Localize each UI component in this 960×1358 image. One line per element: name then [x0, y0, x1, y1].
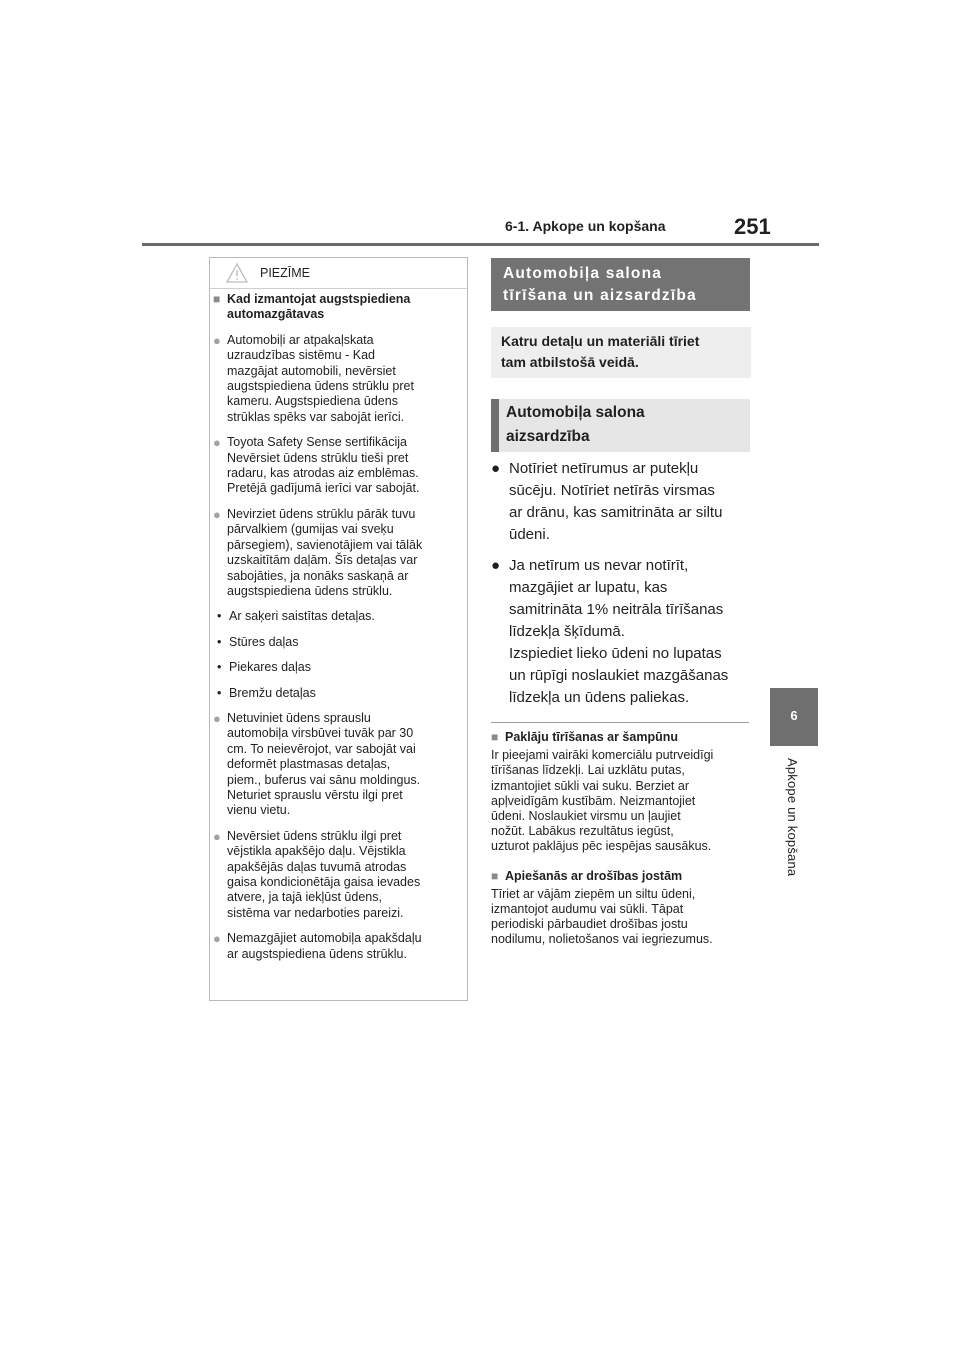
notice-heading-text: Kad izmantojat augstspiediena automazgātavas — [227, 292, 411, 322]
circle-bullet-icon: ● — [213, 332, 221, 348]
tip-heading — [491, 730, 753, 745]
circle-bullet-icon: ● — [213, 710, 221, 726]
list-item-text: Notīriet netīrumus ar putekļu sūcēju. Notīriet netīrās virsmas ar drānu, kas samitrināta ar siltu ūdeni. — [509, 460, 723, 543]
notice-item-text: Piekares daļas — [229, 660, 311, 675]
warning-icon — [226, 263, 248, 283]
tips-section — [491, 730, 753, 948]
notice-item-text: Nevērsiet ūdens strūklu ilgi pret vējstikla apakšējo daļu. Vējstikla apakšējās daļas tuvumā atrodas gaisa kondicionētāja gaisa ievades atvere, ja tajā iekļūst ūdens, sistēma var nedarboties pareizi. — [227, 828, 421, 920]
notice-box — [209, 257, 468, 1001]
tip-block-seatbelts — [491, 869, 753, 948]
notice-item — [213, 711, 461, 819]
tip-heading-text: Paklāju tīrīšanas ar šampūnu — [505, 730, 678, 744]
list-item — [491, 458, 753, 546]
small-bullet-icon: • — [217, 609, 222, 624]
chapter-number: 6 — [790, 708, 798, 723]
section-banner-title: Automobiļa salona tīrīšana un aizsardzība — [503, 265, 697, 304]
bullet-icon: ● — [491, 557, 501, 574]
small-bullet-icon: • — [217, 634, 222, 649]
notice-item-text: Nemazgājiet automobiļa apakšdaļu ar augstspiediena ūdens strūklu. — [227, 931, 422, 961]
tip-body: Tīriet ar vājām ziepēm un siltu ūdeni, izmantojot audumu vai sūkli. Tāpat periodiski pārbaudiet drošības jostu nodilumu, nolietošanos vai iegriezumus. — [491, 886, 713, 947]
notice-item-text: Nevirziet ūdens strūklu pārāk tuvu pārvalkiem (gumijas vai sveķu pārsegiem), savienotājiem vai tālāk uzskaitītām daļām. Šīs detaļas var sabojāties, ja nonāks saskaņā ar augstspiediena ūdens strūklu. — [227, 506, 423, 598]
circle-bullet-icon: ● — [213, 506, 221, 522]
notice-item-text: Automobiļi ar atpakaļskata uzraudzības sistēmu - Kad mazgājat automobili, nevērsiet augstspiediena ūdens strūklu pret kameru. Augstspiediena ūdens strūklas spēks var sabojāt ierīci. — [227, 332, 414, 424]
circle-bullet-icon: ● — [213, 828, 221, 844]
circle-bullet-icon: ● — [213, 435, 221, 451]
list-item — [491, 555, 753, 709]
notice-item — [213, 333, 461, 425]
circle-bullet-icon: ● — [213, 931, 221, 947]
notice-item — [213, 507, 461, 599]
list-item-text: Ja netīrum us nevar notīrīt, mazgājiet ar lupatu, kas samitrināta 1% neitrāla tīrīšanas līdzekļa šķīdumā. Izspiediet lieko ūdeni no lupatas un rūpīgi noslaukiet mazgāšanas līdzekļa un ūdens paliekas. — [509, 557, 729, 706]
notice-items — [213, 333, 461, 962]
small-bullet-icon: • — [217, 660, 222, 675]
notice-subitem — [213, 635, 461, 650]
square-bullet-icon: ■ — [491, 730, 499, 744]
subsection-banner-interior-protection — [491, 399, 750, 452]
tip-heading-text: Apiešanās ar drošības jostām — [505, 868, 683, 883]
notice-subitem — [213, 609, 461, 624]
tips-divider — [491, 722, 749, 723]
notice-heading — [213, 292, 461, 323]
notice-item — [213, 931, 461, 962]
notice-item — [213, 435, 461, 497]
notice-subitem — [213, 686, 461, 701]
tip-heading — [491, 869, 753, 884]
tip-block-carpets — [491, 730, 753, 855]
bullet-icon: ● — [491, 460, 501, 477]
subsection-banner-accent — [491, 399, 499, 452]
notice-item-text: Bremžu detaļas — [229, 685, 316, 700]
notice-subitem — [213, 660, 461, 675]
square-bullet-icon: ■ — [213, 292, 221, 306]
section-banner-interior-cleaning — [491, 258, 750, 311]
main-list — [491, 458, 753, 718]
notice-content — [213, 292, 461, 962]
notice-title: PIEZĪME — [260, 266, 311, 280]
section-title: 6-1. Apkope un kopšana — [505, 218, 666, 234]
subsection-banner-title: Automobiļa salona aizsardzība — [506, 404, 645, 445]
notice-item-text: Toyota Safety Sense sertifikācija Nevērsiet ūdens strūklu tieši pret radaru, kas atrodas aiz emblēmas. Pretējā gadījumā ierīci var sabojāt. — [227, 435, 420, 496]
notice-item-text: Stūres daļas — [229, 634, 299, 649]
notice-item-text: Ar saķeri saistītas detaļas. — [229, 609, 375, 624]
tip-body: Ir pieejami vairāki komerciālu putrveidīgi tīrīšanas līdzekļi. Lai uzklātu putas, izmantojiet sūkli vai suku. Berziet ar apļveidīgām kustībām. Neizmantojiet ūdeni. Noslaukiet virsmu un ļaujiet nožūt. Labākus rezultātus iegūst, uzturot paklājus pēc iespējas sausākus. — [491, 748, 714, 854]
square-bullet-icon: ■ — [491, 868, 499, 883]
intro-text: Katru detaļu un materiāli tīriet tam atbilstošā veidā. — [501, 333, 700, 370]
chapter-tab — [770, 688, 818, 746]
chapter-side-label: Apkope un kopšana — [785, 758, 800, 877]
small-bullet-icon: • — [217, 685, 222, 700]
notice-header — [210, 258, 467, 289]
header-rule — [142, 243, 819, 246]
notice-item-text: Netuviniet ūdens sprauslu automobiļa virsbūvei tuvāk par 30 cm. To neievērojot, var sabojāt vai deformēt plastmasas detaļas, piem., buferus vai sānu moldingus. Neturiet sprauslu vērstu ilgi pret vienu vietu. — [227, 710, 421, 818]
page-number: 251 — [734, 214, 771, 239]
notice-item — [213, 829, 461, 921]
intro-box — [491, 327, 751, 378]
